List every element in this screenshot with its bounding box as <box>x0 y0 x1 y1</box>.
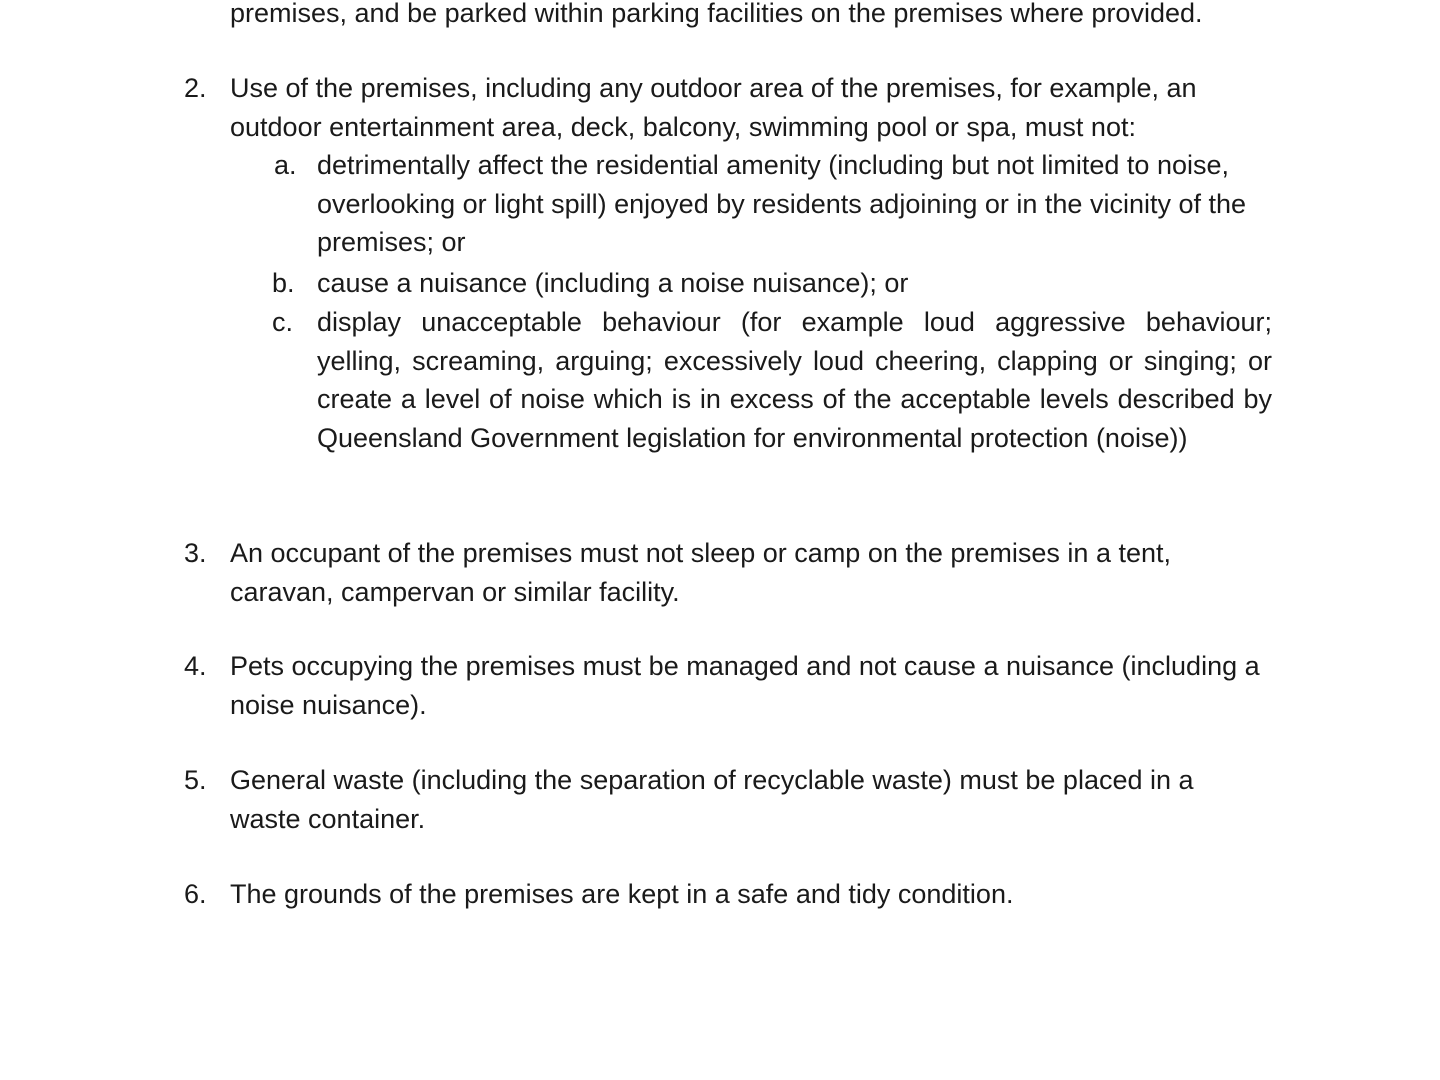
subitem-a-text: detrimentally affect the residential amenity (including but not limited to noise, overlooking or light spill) enjoyed by residents adjoining or in the vicinity of the premises; or <box>317 150 1247 257</box>
item-4-text: Pets occupying the premises must be managed and not cause a nuisance (including a noise nuisance). <box>230 651 1260 720</box>
item-6-text: The grounds of the premises are kept in a safe and tidy condition. <box>230 879 1014 909</box>
subitem-b-text: cause a nuisance (including a noise nuisance); or <box>317 268 909 298</box>
item-2-number: 2. <box>184 73 207 103</box>
item-3-text: An occupant of the premises must not sleep or camp on the premises in a tent, caravan, campervan or similar facility. <box>230 538 1171 607</box>
item-2-text: Use of the premises, including any outdoor area of the premises, for example, an outdoor entertainment area, deck, balcony, swimming pool or spa, must not: <box>230 73 1197 142</box>
item-3-number: 3. <box>184 538 207 568</box>
subitem-c-letter: c. <box>272 307 294 337</box>
item-5-text: General waste (including the separation of recyclable waste) must be placed in a waste container. <box>230 765 1194 834</box>
subitem-b-letter: b. <box>272 268 295 298</box>
subitem-c-text: display unacceptable behaviour (for example loud aggressive behaviour; yelling, screaming, arguing; excessively loud cheering, clapping or singing; or create a level of noise which is in excess of the acceptable levels described by Queensland Government legislation for environmental protection (noise)) <box>317 307 1272 453</box>
item-6-number: 6. <box>184 879 207 909</box>
item-5-number: 5. <box>184 765 207 795</box>
subitem-a-letter: a. <box>274 150 297 180</box>
intro-tail-text: premises, and be parked within parking facilities on the premises where provided. <box>230 0 1203 28</box>
item-4-number: 4. <box>184 651 207 681</box>
